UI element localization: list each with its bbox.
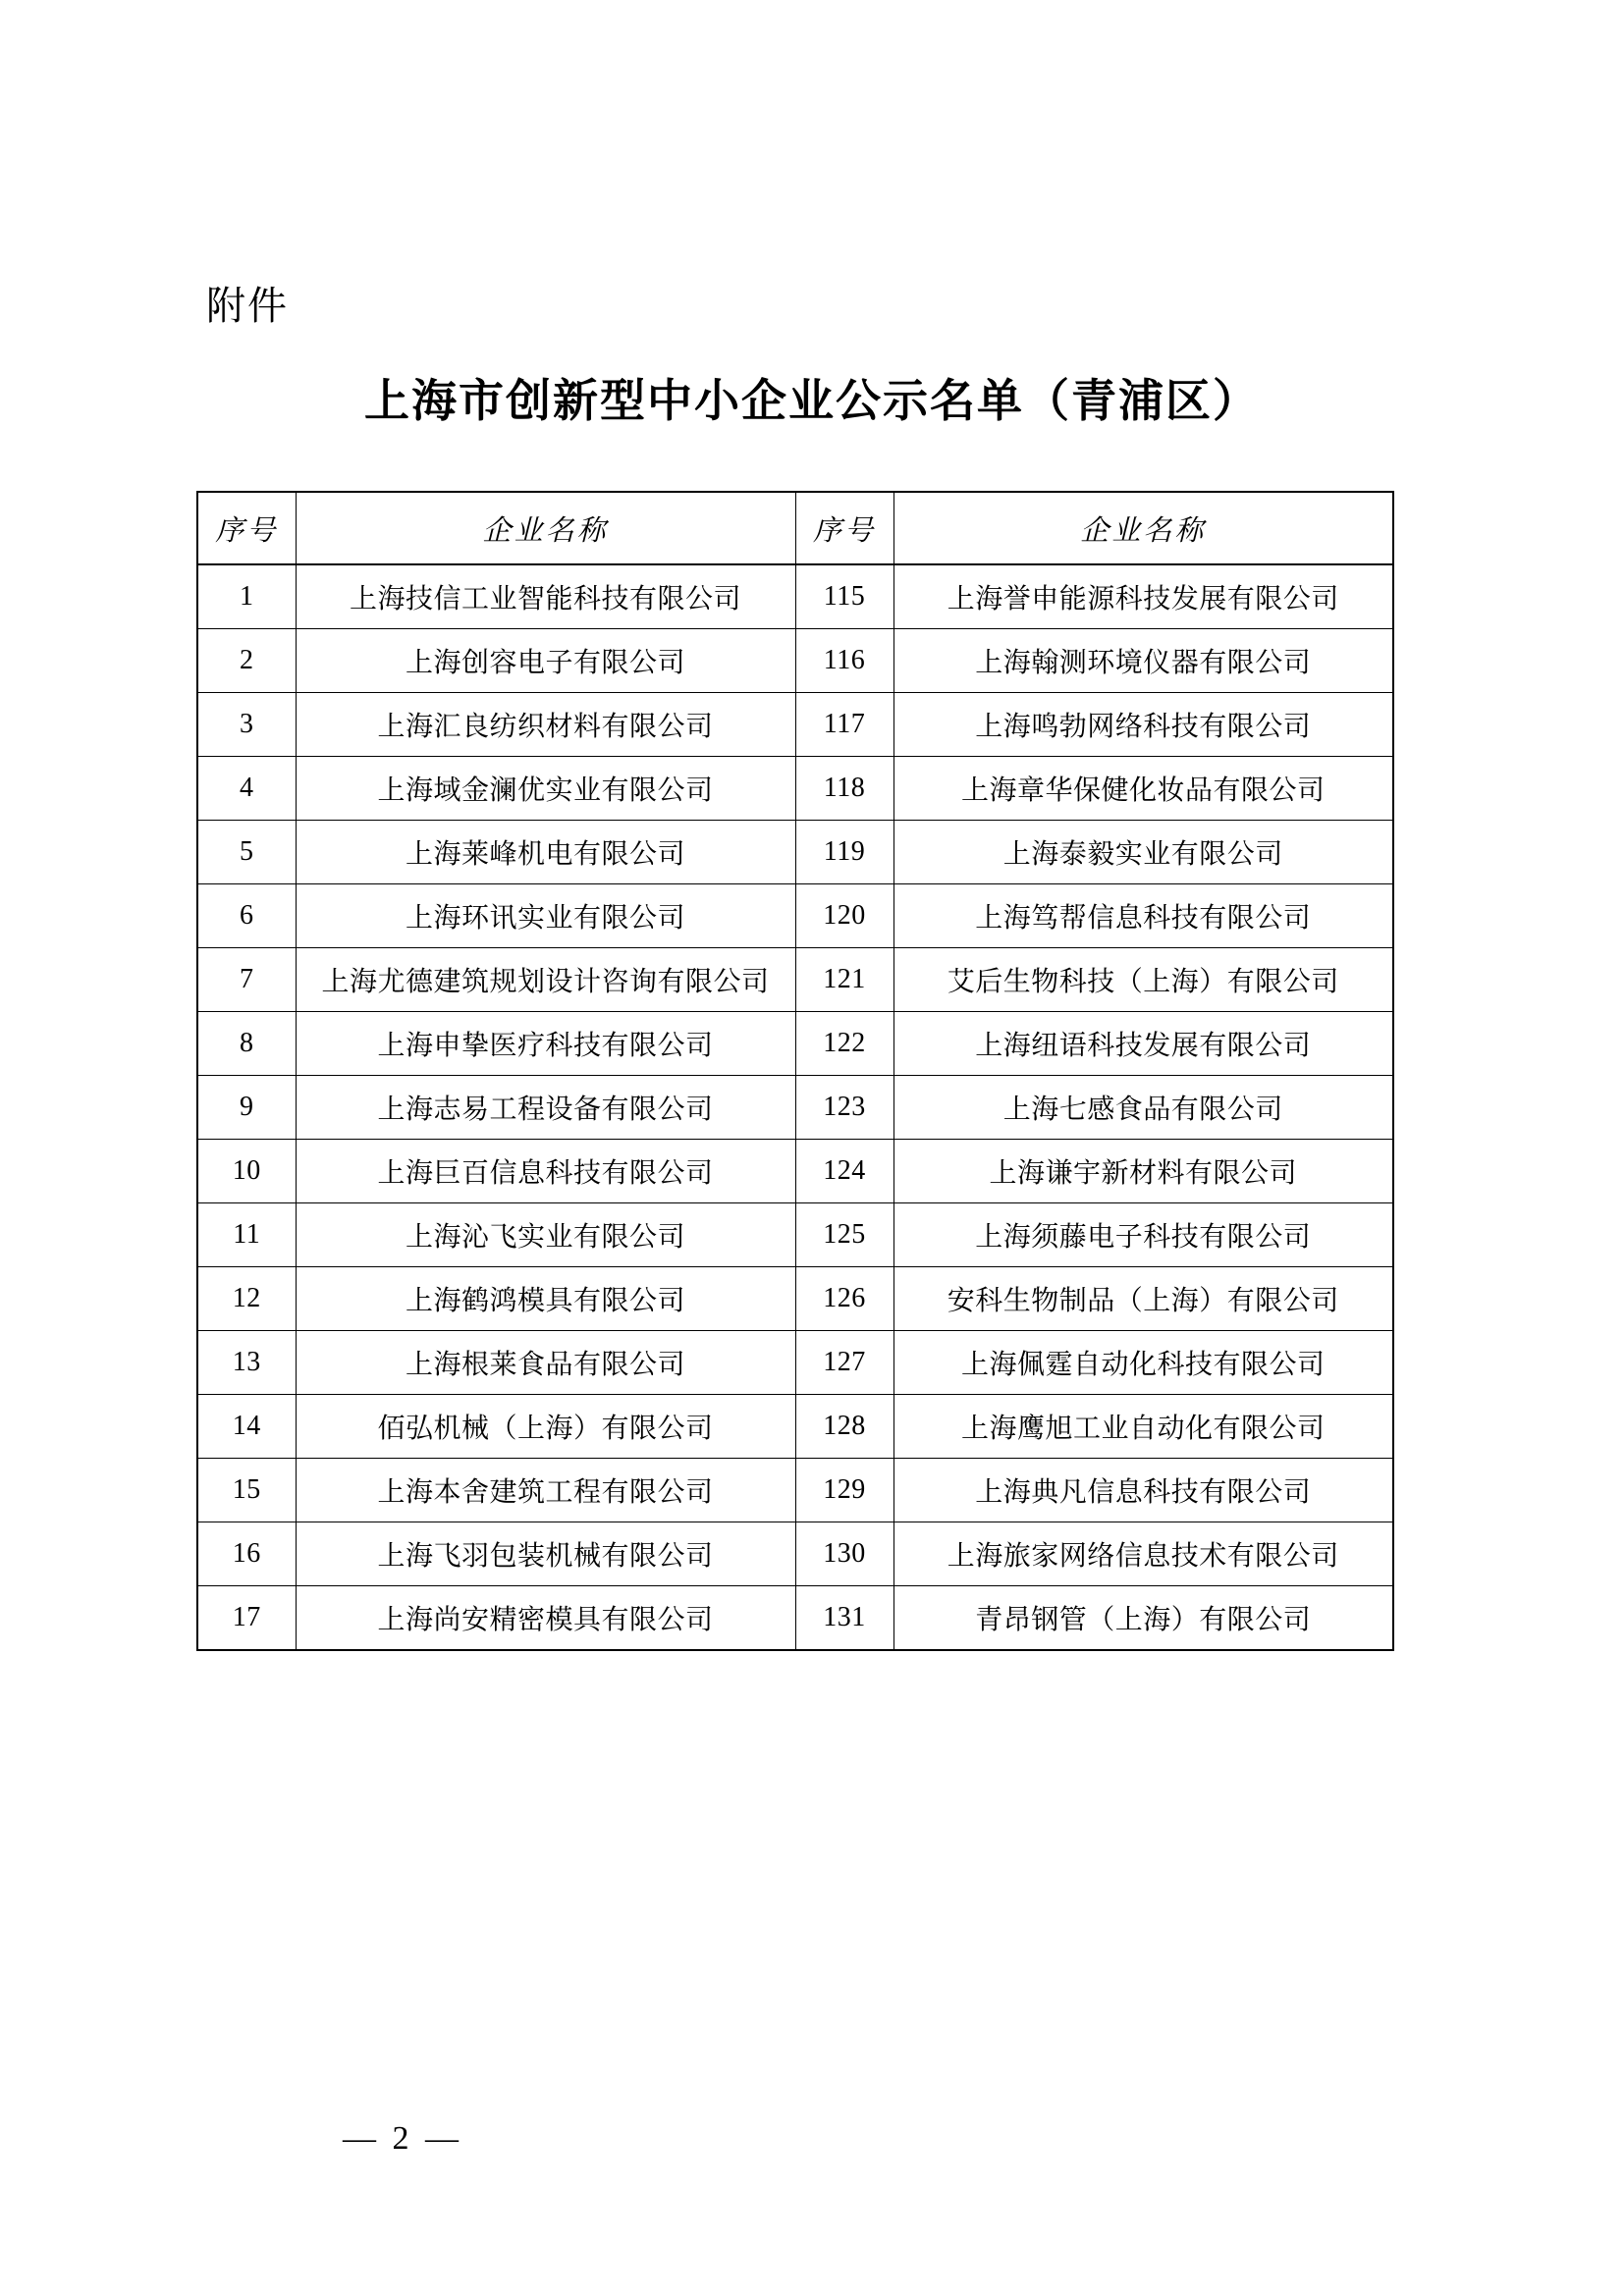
- cell-name-right: 上海泰毅实业有限公司: [893, 821, 1393, 884]
- table-row: [197, 1267, 1393, 1331]
- table-row: [197, 1012, 1393, 1076]
- cell-no-left: 7: [197, 948, 296, 1012]
- cell-no-left: 11: [197, 1203, 296, 1267]
- cell-name-right: 上海佩霆自动化科技有限公司: [893, 1331, 1393, 1395]
- table-row: [197, 757, 1393, 821]
- cell-no-right: 130: [795, 1522, 893, 1586]
- column-header-name-right: 企业名称: [893, 492, 1393, 564]
- cell-no-right: 116: [795, 629, 893, 693]
- table-row: [197, 884, 1393, 948]
- cell-name-right: 上海谦宇新材料有限公司: [893, 1140, 1393, 1203]
- cell-no-left: 3: [197, 693, 296, 757]
- cell-no-right: 123: [795, 1076, 893, 1140]
- cell-no-left: 6: [197, 884, 296, 948]
- cell-no-right: 131: [795, 1586, 893, 1651]
- cell-name-right: 艾后生物科技（上海）有限公司: [893, 948, 1393, 1012]
- cell-name-left: 上海飞羽包装机械有限公司: [296, 1522, 795, 1586]
- cell-no-right: 125: [795, 1203, 893, 1267]
- cell-name-right: 上海笃帮信息科技有限公司: [893, 884, 1393, 948]
- cell-name-left: 上海根莱食品有限公司: [296, 1331, 795, 1395]
- cell-name-right: 上海鹰旭工业自动化有限公司: [893, 1395, 1393, 1459]
- cell-no-left: 12: [197, 1267, 296, 1331]
- column-header-no-left: 序号: [197, 492, 296, 564]
- cell-no-left: 17: [197, 1586, 296, 1651]
- enterprise-list-table: [196, 491, 1394, 1651]
- cell-no-right: 122: [795, 1012, 893, 1076]
- cell-no-right: 124: [795, 1140, 893, 1203]
- cell-name-left: 上海本舍建筑工程有限公司: [296, 1459, 795, 1522]
- table-row: [197, 629, 1393, 693]
- cell-no-left: 1: [197, 564, 296, 629]
- table-row: [197, 1459, 1393, 1522]
- cell-no-right: 128: [795, 1395, 893, 1459]
- cell-name-left: 上海鹤鸿模具有限公司: [296, 1267, 795, 1331]
- table-row: [197, 693, 1393, 757]
- table-row: [197, 1076, 1393, 1140]
- cell-name-left: 上海申挚医疗科技有限公司: [296, 1012, 795, 1076]
- cell-name-left: 上海环讯实业有限公司: [296, 884, 795, 948]
- cell-no-left: 10: [197, 1140, 296, 1203]
- cell-name-right: 上海须藤电子科技有限公司: [893, 1203, 1393, 1267]
- cell-no-right: 126: [795, 1267, 893, 1331]
- cell-name-right: 安科生物制品（上海）有限公司: [893, 1267, 1393, 1331]
- column-header-no-right: 序号: [795, 492, 893, 564]
- cell-name-left: 上海汇良纺织材料有限公司: [296, 693, 795, 757]
- cell-no-left: 16: [197, 1522, 296, 1586]
- page-number-footer: — 2 —: [343, 2120, 462, 2157]
- cell-name-left: 上海技信工业智能科技有限公司: [296, 564, 795, 629]
- table-row: [197, 564, 1393, 629]
- cell-name-left: 上海创容电子有限公司: [296, 629, 795, 693]
- column-header-name-left: 企业名称: [296, 492, 795, 564]
- cell-no-right: 118: [795, 757, 893, 821]
- table-row: [197, 948, 1393, 1012]
- cell-no-left: 5: [197, 821, 296, 884]
- enterprise-list-table-container: [196, 491, 1392, 1651]
- cell-name-right: 上海誉申能源科技发展有限公司: [893, 564, 1393, 629]
- table-row: [197, 821, 1393, 884]
- cell-name-right: 上海鸣勃网络科技有限公司: [893, 693, 1393, 757]
- cell-name-left: 上海域金澜优实业有限公司: [296, 757, 795, 821]
- cell-name-left: 佰弘机械（上海）有限公司: [296, 1395, 795, 1459]
- cell-name-left: 上海沁飞实业有限公司: [296, 1203, 795, 1267]
- cell-no-right: 115: [795, 564, 893, 629]
- cell-no-right: 127: [795, 1331, 893, 1395]
- cell-no-left: 14: [197, 1395, 296, 1459]
- cell-name-left: 上海尚安精密模具有限公司: [296, 1586, 795, 1651]
- table-row: [197, 1203, 1393, 1267]
- table-row: [197, 1395, 1393, 1459]
- cell-no-left: 2: [197, 629, 296, 693]
- table-row: [197, 1586, 1393, 1651]
- table-body: [197, 564, 1393, 1650]
- cell-name-right: 上海章华保健化妆品有限公司: [893, 757, 1393, 821]
- cell-name-right: 上海七感食品有限公司: [893, 1076, 1393, 1140]
- table-row: [197, 1522, 1393, 1586]
- cell-no-right: 119: [795, 821, 893, 884]
- cell-name-left: 上海莱峰机电有限公司: [296, 821, 795, 884]
- cell-no-right: 120: [795, 884, 893, 948]
- attachment-label: 附件: [206, 284, 289, 329]
- cell-no-right: 121: [795, 948, 893, 1012]
- cell-no-left: 13: [197, 1331, 296, 1395]
- cell-name-right: 上海翰测环境仪器有限公司: [893, 629, 1393, 693]
- cell-no-left: 15: [197, 1459, 296, 1522]
- cell-name-right: 青昂钢管（上海）有限公司: [893, 1586, 1393, 1651]
- cell-name-left: 上海尤德建筑规划设计咨询有限公司: [296, 948, 795, 1012]
- cell-name-right: 上海典凡信息科技有限公司: [893, 1459, 1393, 1522]
- cell-no-right: 117: [795, 693, 893, 757]
- cell-name-right: 上海旅家网络信息技术有限公司: [893, 1522, 1393, 1586]
- table-row: [197, 1331, 1393, 1395]
- table-header-row: [197, 492, 1393, 564]
- cell-name-right: 上海纽语科技发展有限公司: [893, 1012, 1393, 1076]
- cell-no-left: 8: [197, 1012, 296, 1076]
- cell-no-left: 4: [197, 757, 296, 821]
- cell-name-left: 上海志易工程设备有限公司: [296, 1076, 795, 1140]
- cell-no-left: 9: [197, 1076, 296, 1140]
- cell-no-right: 129: [795, 1459, 893, 1522]
- page-title: 上海市创新型中小企业公示名单（青浦区）: [364, 376, 1260, 426]
- table-row: [197, 1140, 1393, 1203]
- cell-name-left: 上海巨百信息科技有限公司: [296, 1140, 795, 1203]
